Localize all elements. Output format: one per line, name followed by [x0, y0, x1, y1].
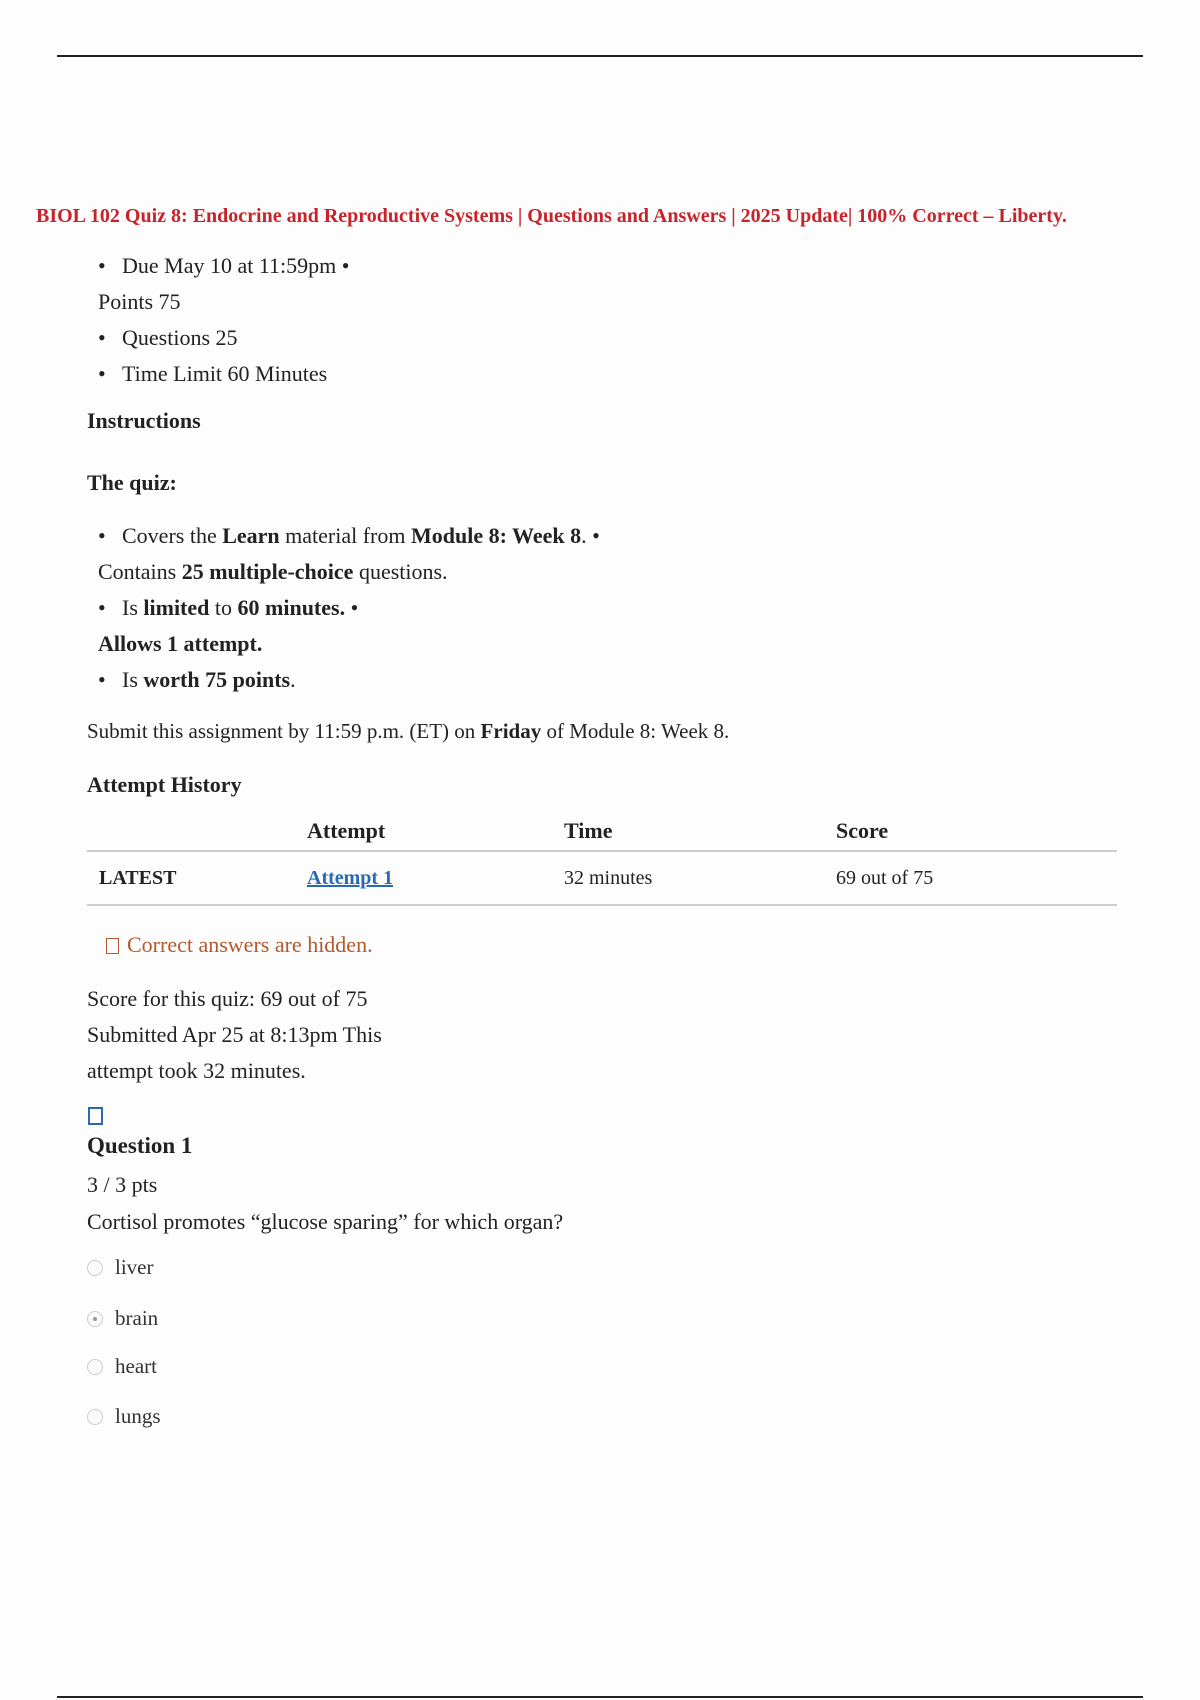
document-title: BIOL 102 Quiz 8: Endocrine and Reproductive Systems | Questions and Answers | 2025 Update| 100% Correct – Liberty.: [36, 205, 1067, 227]
column-header-score: Score: [836, 818, 889, 843]
info-icon: [106, 938, 119, 954]
option-radio-brain[interactable]: [87, 1311, 103, 1327]
latest-label: LATEST: [99, 867, 177, 889]
attempt-history-heading: Attempt History: [87, 772, 242, 797]
quiz-score: Score for this quiz: 69 out of 75: [87, 986, 368, 1011]
option-label-heart[interactable]: heart: [115, 1354, 157, 1378]
submitted-info: Submitted Apr 25 at 8:13pm This: [87, 1022, 382, 1047]
option-label-lungs[interactable]: lungs: [115, 1404, 161, 1428]
attempt-duration: attempt took 32 minutes.: [87, 1058, 306, 1083]
instruction-covers: • Covers the Learn material from Module 8: Week 8. •: [98, 523, 600, 549]
question-prompt: Cortisol promotes “glucose sparing” for which organ?: [87, 1209, 564, 1234]
column-header-time: Time: [564, 818, 613, 843]
attempt-time: 32 minutes: [564, 867, 653, 889]
option-label-brain[interactable]: brain: [115, 1306, 159, 1330]
time-limit-info: • Time Limit 60 Minutes: [98, 361, 327, 387]
quiz-label: The quiz:: [87, 470, 177, 495]
option-radio-lungs[interactable]: [87, 1409, 103, 1425]
instruction-worth: • Is worth 75 points.: [98, 667, 296, 693]
option-radio-liver[interactable]: [87, 1260, 103, 1276]
option-radio-heart[interactable]: [87, 1359, 103, 1375]
attempt-score: 69 out of 75: [836, 867, 934, 889]
option-label-liver[interactable]: liver: [115, 1255, 154, 1279]
table-row: [87, 852, 1117, 906]
attempt-1-link[interactable]: Attempt 1: [307, 867, 394, 889]
bottom-rule: [57, 1696, 1143, 1698]
questions-info: • Questions 25: [98, 325, 238, 351]
submit-instruction: Submit this assignment by 11:59 p.m. (ET) on Friday of Module 8: Week 8.: [87, 719, 730, 743]
instruction-attempts: Allows 1 attempt.: [98, 631, 263, 656]
top-rule: [57, 55, 1143, 57]
points-info: Points 75: [98, 289, 181, 314]
instructions-heading: Instructions: [87, 408, 201, 433]
instruction-contains: Contains 25 multiple-choice questions.: [98, 559, 448, 584]
attempt-history-table: [87, 810, 1117, 906]
instruction-limited: • Is limited to 60 minutes. •: [98, 595, 358, 621]
question-title: Question 1: [87, 1133, 193, 1158]
question-points: 3 / 3 pts: [87, 1172, 158, 1197]
answers-hidden-notice: Correct answers are hidden.: [106, 932, 373, 958]
column-header-attempt: Attempt: [307, 818, 386, 843]
flag-question-icon[interactable]: [88, 1107, 103, 1125]
table-header: [87, 810, 1117, 852]
due-date: • Due May 10 at 11:59pm •: [98, 253, 349, 279]
